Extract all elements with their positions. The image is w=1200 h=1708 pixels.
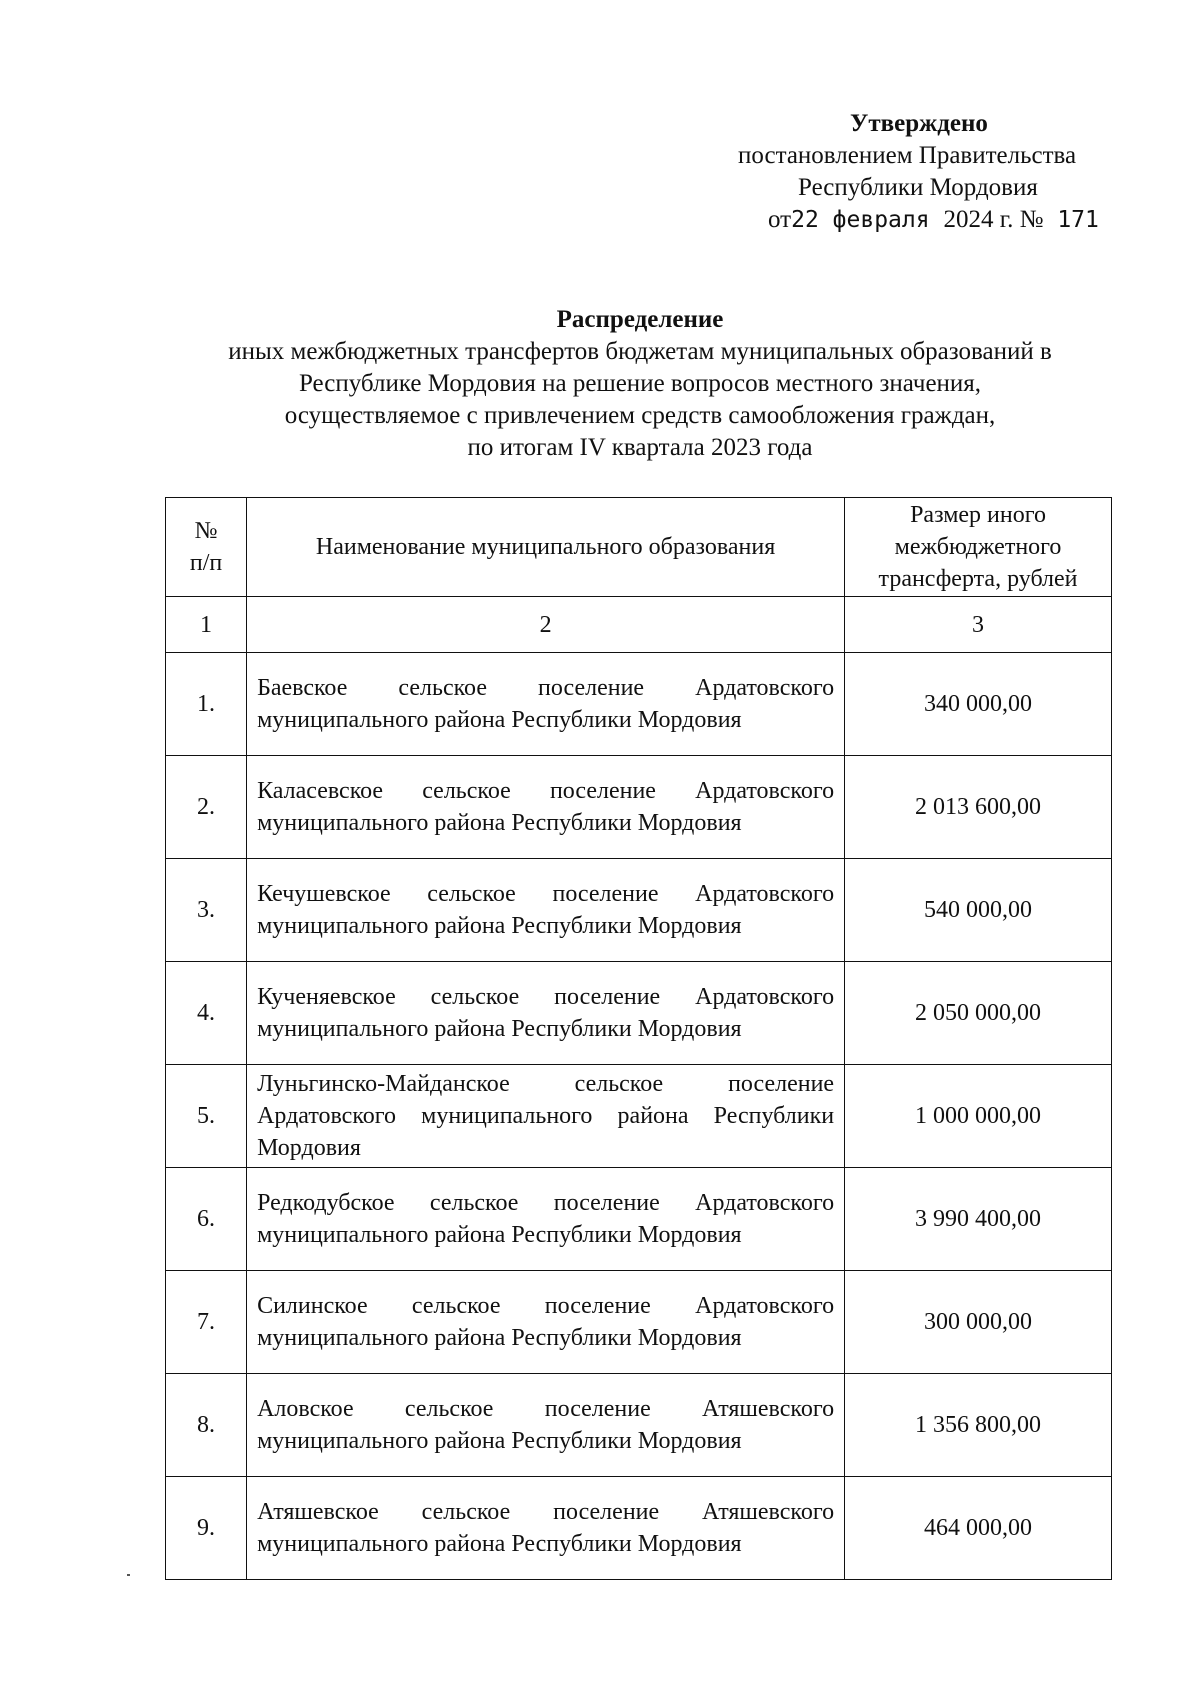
table-row [166, 1271, 1112, 1374]
row-name: Луньгинско-Майданское сельское поселение Ардатовского муниципального района Республики Мордовия [247, 1065, 845, 1168]
distribution-table [165, 497, 1112, 1580]
approval-line-2: Республики Мордовия [798, 174, 1038, 201]
row-amount: 2 050 000,00 [845, 962, 1112, 1065]
row-num: 5. [166, 1065, 247, 1168]
table-row [166, 653, 1112, 756]
table-row [166, 1477, 1112, 1580]
approval-title: Утверждено [850, 110, 988, 137]
row-num: 3. [166, 859, 247, 962]
approval-date-line [720, 204, 1140, 236]
row-name: Редкодубское сельское поселение Ардатовского муниципального района Республики Мордовия [247, 1168, 845, 1271]
header-num [166, 498, 247, 597]
index-cell-3: 3 [845, 597, 1112, 653]
row-amount: 3 990 400,00 [845, 1168, 1112, 1271]
approval-number: 171 [1043, 207, 1099, 233]
heading-title: Распределение [556, 306, 724, 333]
header-num-symbol: № [194, 518, 218, 544]
row-num: 9. [166, 1477, 247, 1580]
header-amount: Размер иного межбюджетного трансферта, рублей [845, 498, 1112, 597]
table-row [166, 962, 1112, 1065]
heading-line-2: Республике Мордовия на решение вопросов местного значения, [298, 370, 982, 397]
row-amount: 340 000,00 [845, 653, 1112, 756]
row-num: 6. [166, 1168, 247, 1271]
row-amount: 1 356 800,00 [845, 1374, 1112, 1477]
row-name: Аловское сельское поселение Атяшевского муниципального района Республики Мордовия [247, 1374, 845, 1477]
approval-date-prefix: от [768, 206, 792, 233]
row-name: Силинское сельское поселение Ардатовского муниципального района Республики Мордовия [247, 1271, 845, 1374]
row-amount: 300 000,00 [845, 1271, 1112, 1374]
document-heading [150, 304, 1130, 464]
approval-line-1: постановлением Правительства [738, 142, 1077, 169]
table-row [166, 756, 1112, 859]
row-name: Кечушевское сельское поселение Ардатовского муниципального района Республики Мордовия [247, 859, 845, 962]
table-header-row [166, 498, 1112, 597]
row-num: 1. [166, 653, 247, 756]
header-num-abbr: п/п [189, 550, 223, 576]
row-num: 7. [166, 1271, 247, 1374]
approval-block [720, 108, 1140, 236]
heading-line-4: по итогам IV квартала 2023 года [467, 434, 813, 461]
index-cell-2: 2 [247, 597, 845, 653]
table-row [166, 1374, 1112, 1477]
row-num: 2. [166, 756, 247, 859]
heading-line-3: осуществляемое с привлечением средств самообложения граждан, [284, 402, 996, 429]
table-row [166, 1065, 1112, 1168]
table-index-row [166, 597, 1112, 653]
approval-year: 2024 г. № [943, 206, 1044, 233]
row-num: 4. [166, 962, 247, 1065]
header-name: Наименование муниципального образования [247, 498, 845, 597]
table-row [166, 1168, 1112, 1271]
row-name: Каласевское сельское поселение Ардатовского муниципального района Республики Мордовия [247, 756, 845, 859]
scan-speck [127, 1574, 130, 1576]
row-num: 8. [166, 1374, 247, 1477]
row-amount: 540 000,00 [845, 859, 1112, 962]
row-name: Баевское сельское поселение Ардатовского муниципального района Республики Мордовия [247, 653, 845, 756]
table-row [166, 859, 1112, 962]
row-amount: 464 000,00 [845, 1477, 1112, 1580]
heading-line-1: иных межбюджетных трансфертов бюджетам муниципальных образований в [228, 338, 1052, 365]
row-name: Кученяевское сельское поселение Ардатовского муниципального района Республики Мордовия [247, 962, 845, 1065]
row-amount: 2 013 600,00 [845, 756, 1112, 859]
row-name: Атяшевское сельское поселение Атяшевского муниципального района Республики Мордовия [247, 1477, 845, 1580]
index-cell-1: 1 [166, 597, 247, 653]
approval-date-value: 22 февраля [791, 207, 944, 233]
row-amount: 1 000 000,00 [845, 1065, 1112, 1168]
